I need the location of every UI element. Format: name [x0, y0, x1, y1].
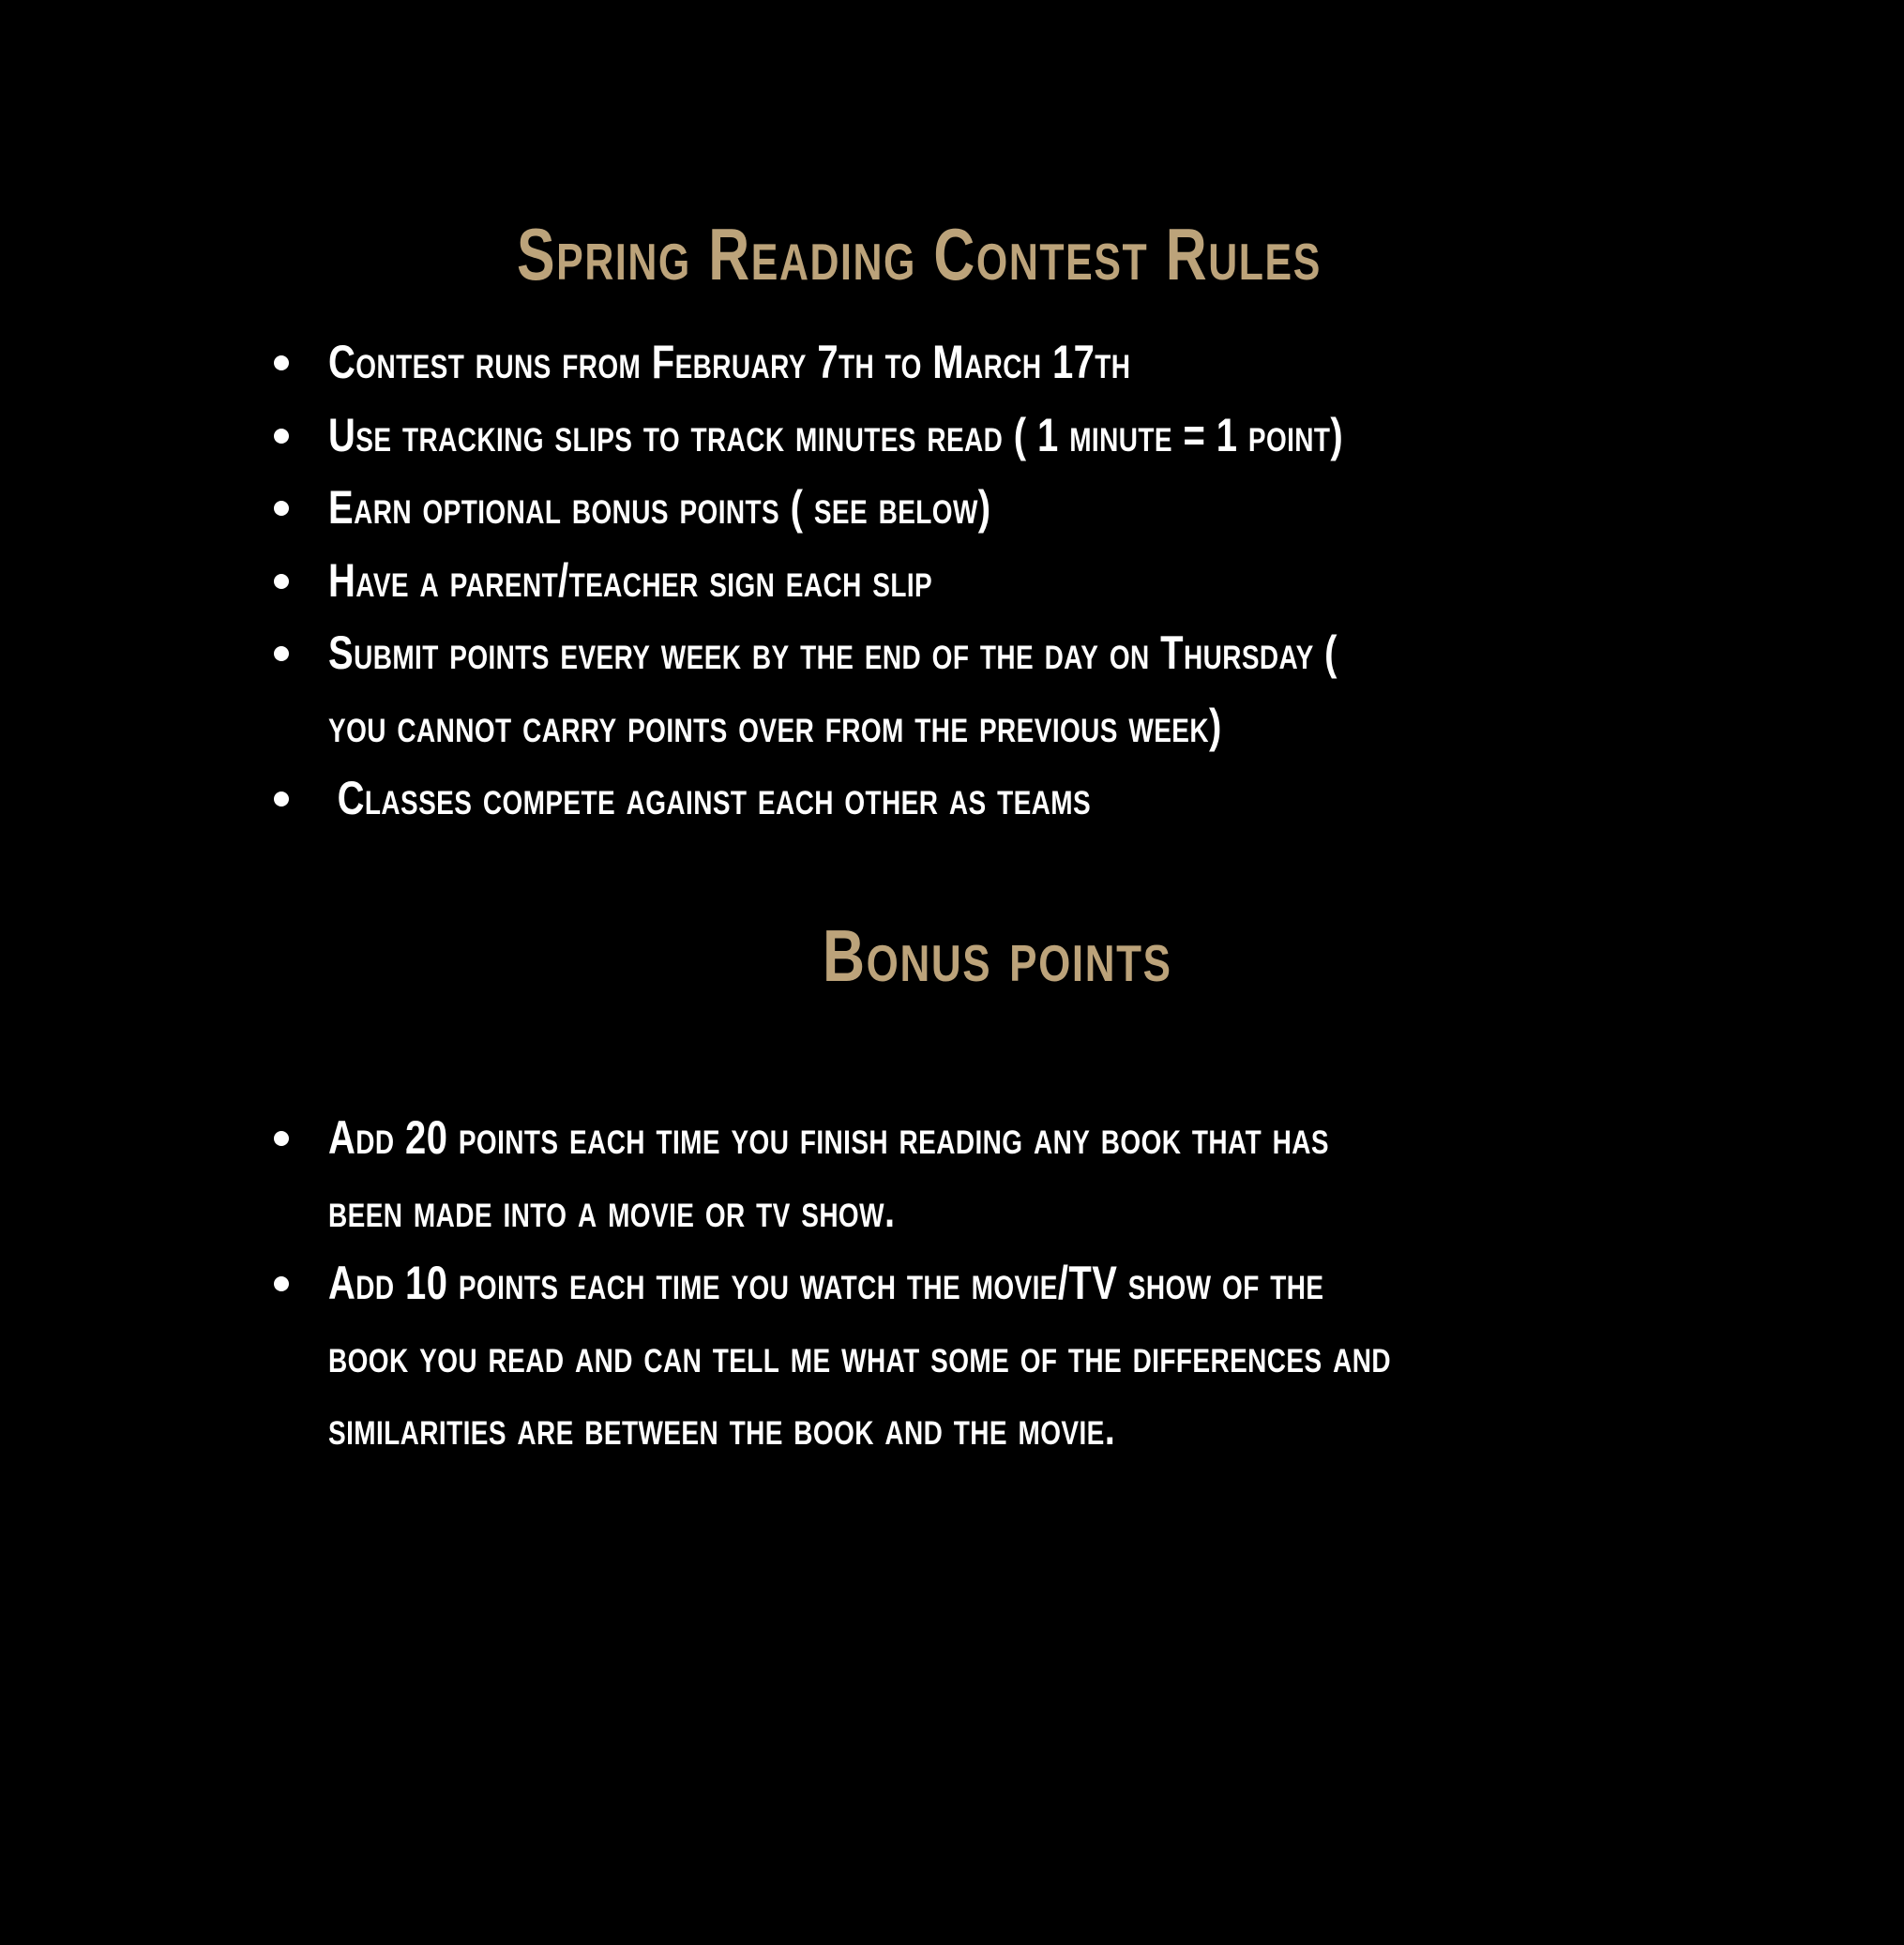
rule-item-contest-dates	[0, 326, 1698, 400]
bullet-icon	[274, 646, 289, 661]
rule-item-class-teams	[0, 762, 1698, 836]
bullet-icon	[274, 792, 289, 807]
rule-item-signature	[0, 545, 1698, 618]
rule-text: Submit points every week by the end of the day on Thursday ( you cannot carry points over from the previous week)	[328, 626, 1337, 752]
bonus-item-book-into-movie	[0, 1102, 1698, 1247]
bonus-points-list	[0, 1102, 1698, 1466]
rule-text: Have a parent/teacher sign each slip	[328, 553, 933, 607]
rule-text: Use tracking slips to track minutes read ( 1 minute = 1 point)	[328, 408, 1344, 461]
contest-rules-list	[0, 326, 1698, 836]
bullet-icon	[274, 355, 289, 370]
rule-text: Contest runs from February 7th to March 17th	[328, 336, 1131, 388]
bonus-text: Add 10 points each time you watch the movie/TV show of the book you read and can tell me what some of the differences and similarities are between the book and the movie.	[328, 1257, 1391, 1455]
rule-item-weekly-submission	[0, 617, 1698, 762]
bonus-item-watch-and-compare	[0, 1247, 1698, 1466]
rule-item-tracking-slips	[0, 400, 1698, 473]
rule-text: Classes compete against each other as teams	[337, 772, 1092, 824]
bullet-icon	[274, 501, 289, 516]
contest-rules-title: Spring Reading Contest Rules	[517, 213, 1322, 295]
bullet-icon	[274, 1276, 289, 1291]
bullet-icon	[274, 574, 289, 589]
rule-item-bonus-points	[0, 472, 1698, 545]
bullet-icon	[274, 429, 289, 444]
bonus-points-title: Bonus points	[823, 914, 1172, 997]
bullet-icon	[274, 1131, 289, 1146]
rule-text: Earn optional bonus points ( see below)	[328, 481, 991, 534]
bonus-text: Add 20 points each time you finish reading any book that has been made into a movie or tv show.	[328, 1111, 1329, 1237]
